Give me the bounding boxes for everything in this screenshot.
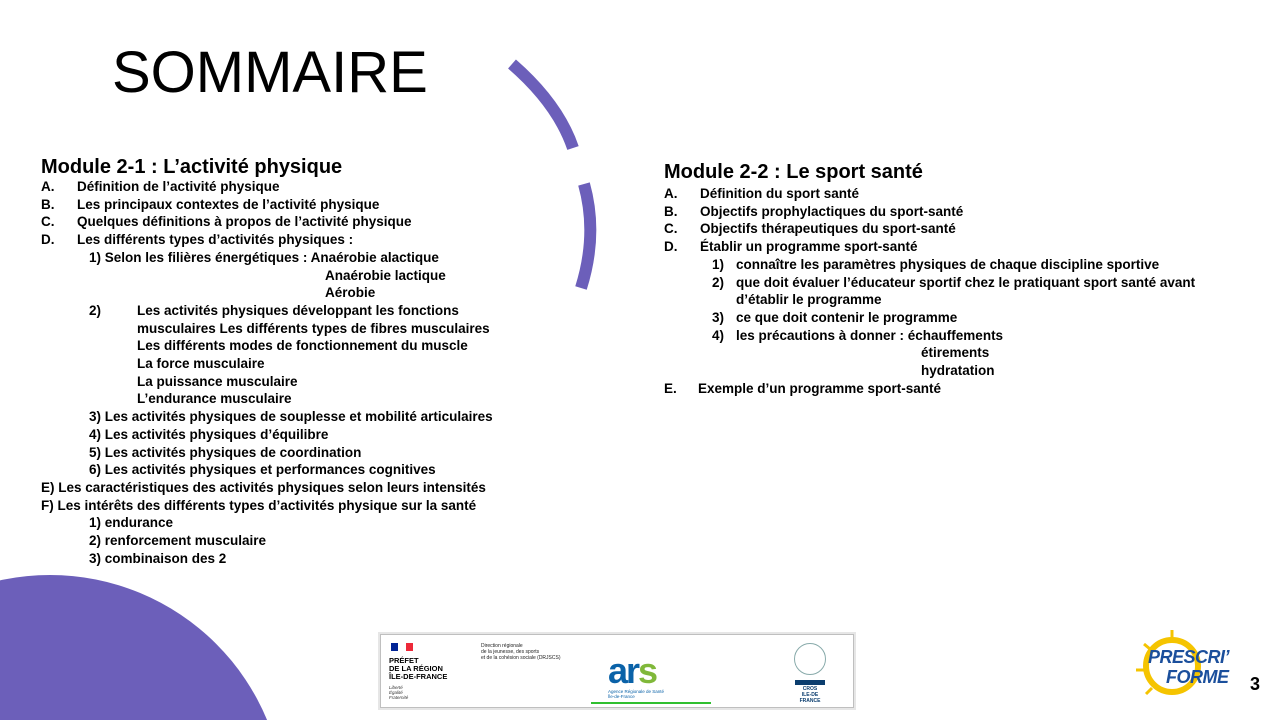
list-marker: 4): [712, 327, 725, 343]
list-item-text: Les activités physiques développant les fonctions: [137, 302, 459, 318]
list-item: [41, 196, 493, 214]
list-item: 3) combinaison des 2: [89, 550, 227, 566]
french-flag-icon: [391, 643, 413, 651]
list-marker: D.: [41, 232, 55, 248]
drjscs-text: [481, 643, 581, 661]
list-item-text: Les différents types d’activités physiques :: [77, 232, 354, 248]
list-item-continuation: Aérobie: [325, 285, 376, 301]
list-item: 1) Selon les filières énergétiques : Anaérobie alactique: [89, 249, 439, 265]
prescri-text: PRESCRI’: [1148, 647, 1230, 667]
list-marker: B.: [41, 196, 55, 212]
list-item: [41, 302, 493, 320]
list-marker: 1): [712, 256, 725, 272]
list-marker: D.: [664, 239, 678, 255]
list-item-text: Établir un programme sport-santé: [700, 239, 918, 255]
page-title: SOMMAIRE: [112, 40, 428, 105]
list-item-text: Objectifs prophylactiques du sport-santé: [700, 203, 964, 219]
page-number: 3: [1250, 674, 1261, 694]
list-item: [41, 231, 493, 249]
list-item-continuation: étirements: [921, 345, 990, 361]
list-item-text: Exemple d’un programme sport-santé: [698, 380, 942, 396]
list-marker: B.: [664, 203, 678, 219]
divider: [591, 702, 711, 704]
list-item-continuation: Anaérobie lactique: [325, 267, 446, 283]
prescriforme-logo: [1136, 630, 1246, 702]
list-item: [664, 220, 1195, 238]
list-marker: 3): [712, 309, 725, 325]
list-item: E) Les caractéristiques des activités physiques selon leurs intensités: [41, 479, 486, 495]
list-marker: E.: [664, 380, 677, 396]
cros-name: CROS: [802, 686, 818, 692]
list-item: [664, 380, 1195, 398]
list-item: [41, 213, 493, 231]
cros-region: ILE-DE FRANCE: [799, 692, 821, 704]
list-item-text: Les principaux contextes de l’activité physique: [77, 196, 380, 212]
ars-subtitle: [608, 689, 678, 699]
list-item: [41, 178, 493, 196]
ars-logo: ars: [608, 650, 657, 691]
list-item: 6) Les activités physiques et performances cognitives: [89, 462, 436, 478]
list-item: [664, 274, 1195, 292]
drjscs-line: et de la cohésion sociale (DRJSCS): [481, 655, 561, 661]
list-item-text: Définition de l’activité physique: [77, 179, 280, 194]
list-item: 4) Les activités physiques d’équilibre: [89, 426, 329, 442]
prefet-motto: [389, 685, 408, 700]
list-item-text: Définition du sport santé: [700, 186, 860, 201]
list-item-continuation: La force musculaire: [137, 356, 265, 372]
prefet-logo: [389, 657, 447, 681]
motto-line: Liberté: [389, 685, 403, 690]
module-2-2-heading: Module 2-2 : Le sport santé: [664, 161, 923, 183]
list-item: 2) renforcement musculaire: [89, 533, 267, 549]
list-marker: C.: [664, 221, 678, 237]
partner-logos: [380, 634, 854, 708]
forme-text: FORME: [1166, 667, 1229, 687]
list-marker: C.: [41, 214, 55, 230]
olympic-rings-icon: [794, 643, 826, 675]
list-item-text: les précautions à donner : échauffements: [736, 327, 1004, 343]
list-item-continuation: hydratation: [921, 363, 995, 379]
list-item-text: connaître les paramètres physiques de chaque discipline sportive: [736, 256, 1160, 272]
list-item: [664, 185, 1195, 203]
cros-logo: [795, 679, 825, 704]
list-marker: 2): [712, 274, 725, 290]
prefet-line: DE LA RÉGION: [389, 664, 443, 673]
drjscs-line: Direction régionale: [481, 643, 523, 649]
module-2-1-heading: Module 2-1 : L’activité physique: [41, 156, 343, 178]
list-item: [664, 238, 1195, 256]
list-item-continuation: musculaires Les différents types de fibres musculaires: [137, 320, 490, 336]
list-marker: A.: [664, 186, 678, 201]
prefet-line: ÎLE-DE-FRANCE: [389, 672, 448, 681]
list-item-continuation: La puissance musculaire: [137, 373, 298, 389]
list-item: 5) Les activités physiques de coordination: [89, 444, 362, 460]
list-item-text: ce que doit contenir le programme: [736, 309, 958, 325]
list-marker: A.: [41, 179, 55, 194]
list-item-continuation: L’endurance musculaire: [137, 391, 292, 407]
list-item: [664, 256, 1195, 274]
prefet-line: PRÉFET: [389, 656, 419, 665]
list-item: [664, 327, 1195, 345]
list-item: 1) endurance: [89, 515, 174, 531]
motto-line: Égalité: [389, 690, 403, 695]
motto-line: Fraternité: [389, 695, 409, 700]
list-item-text: que doit évaluer l’éducateur sportif chez le pratiquant sport santé avant: [736, 274, 1196, 290]
list-item: F) Les intérêts des différents types d’activités physique sur la santé: [41, 497, 477, 513]
list-item-continuation: Les différents modes de fonctionnement du muscle: [137, 338, 468, 354]
ars-sub-line: Île-de-France: [608, 694, 635, 699]
list-item-text: Objectifs thérapeutiques du sport-santé: [700, 221, 956, 237]
drjscs-line: de la jeunesse, des sports: [481, 649, 540, 655]
list-marker: 2): [89, 302, 102, 318]
module-2-2-section: [664, 161, 1195, 397]
list-item-continuation: d’établir le programme: [736, 292, 882, 308]
module-2-1-section: [41, 156, 493, 567]
list-item: [664, 203, 1195, 221]
ars-sub-line: Agence Régionale de Santé: [608, 689, 665, 694]
list-item: [664, 309, 1195, 327]
list-item: 3) Les activités physiques de souplesse et mobilité articulaires: [89, 409, 493, 425]
list-item-text: Quelques définitions à propos de l’activité physique: [77, 214, 412, 230]
